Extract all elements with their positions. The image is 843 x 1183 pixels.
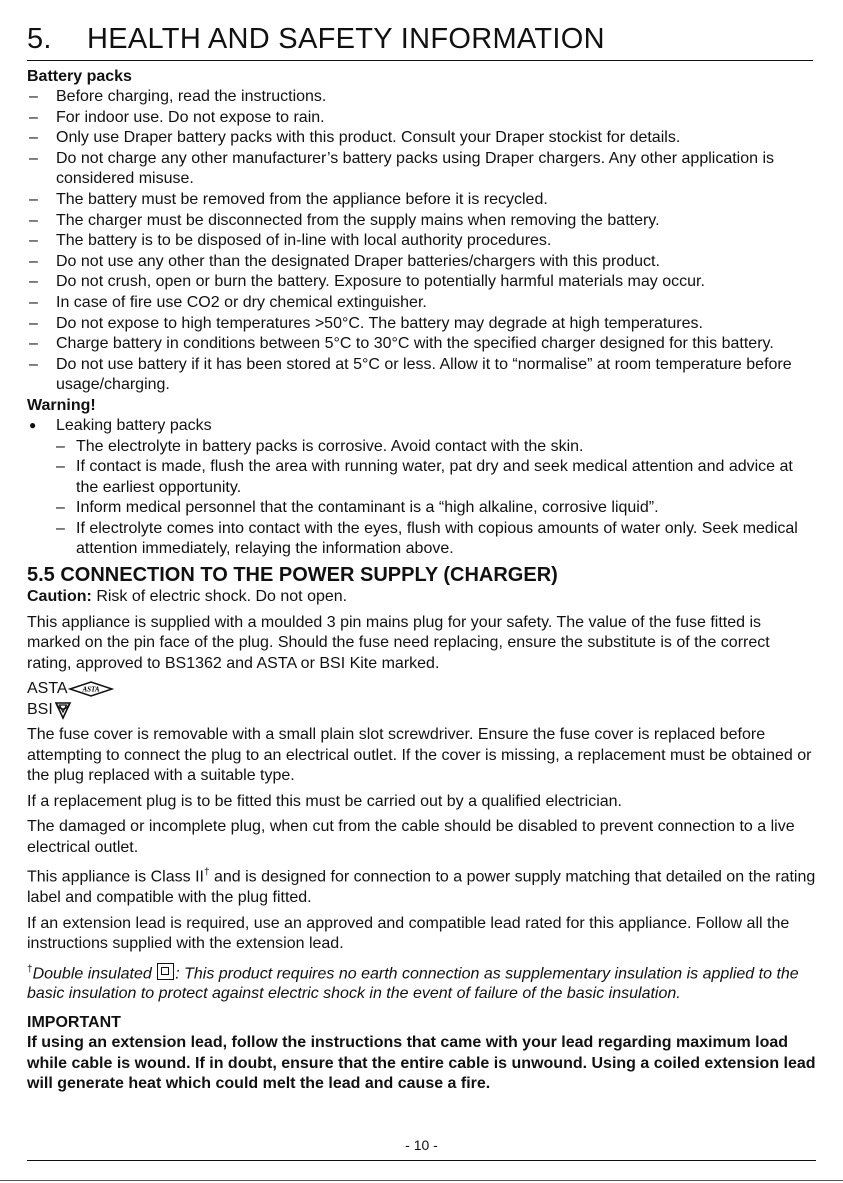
list-item: – The battery must be removed from the appliance before it is recycled. (27, 190, 817, 211)
asta-label: ASTA (27, 680, 68, 698)
double-insulated-icon (157, 963, 174, 980)
kitemark-icon (53, 700, 73, 720)
bsi-label: BSI (27, 700, 53, 718)
list-item: – Only use Draper battery packs with this product. Consult your Draper stockist for details. (27, 128, 817, 149)
list-item: – The battery is to be disposed of in-line with local authority procedures. (27, 231, 817, 252)
important-text: If using an extension lead, follow the instructions that came with your lead regarding maximum load while cable is wound. If in doubt, ensure that the entire cable is unwound. Using a coiled extension lead will generate heat which could melt the lead and cause a fire. (27, 1034, 816, 1093)
caution-label: Caution: (27, 588, 92, 606)
class-text: This appliance is Class II (27, 868, 204, 886)
list-item: – Charge battery in conditions between 5°C to 30°C with the specified charger designed for this battery. (27, 334, 817, 355)
manual-page (27, 22, 817, 1095)
section-number: 5. (27, 23, 52, 55)
asta-mark-icon (68, 681, 114, 697)
dagger-mark: † (203, 867, 210, 879)
list-item: – Do not use battery if it has been stored at 5°C or less. Allow it to “normalise” at room temperature before usage/charging. (27, 355, 817, 396)
list-item: – For indoor use. Do not expose to rain. (27, 108, 817, 129)
battery-list (27, 87, 817, 396)
battery-heading: Battery packs (27, 68, 132, 85)
double-insulated-note (27, 960, 817, 1005)
dagger-mark: † (27, 963, 33, 975)
paragraph: If an extension lead is required, use an approved and compatible lead rated for this appliance. Follow all the instructions supplied with the extension lead. (27, 914, 790, 953)
warning-sublist (27, 437, 817, 561)
note-text-rest: : This product requires no earth connection as supplementary insulation is applied to the basic insulation to protect against electric shock in the event of failure of the basic insulation. (27, 964, 799, 1003)
list-item: – Do not crush, open or burn the battery. Exposure to potentially harmful materials may occur. (27, 272, 817, 293)
paragraph: If a replacement plug is to be fitted this must be carried out by a qualified electrician. (27, 792, 622, 810)
important-heading: IMPORTANT (27, 1013, 121, 1031)
caution-line (27, 587, 817, 608)
list-item: – Do not expose to high temperatures >50°C. The battery may degrade at high temperatures. (27, 314, 817, 335)
paragraph: This appliance is supplied with a moulded 3 pin mains plug for your safety. The value of the fuse fitted is marked on the pin face of the plug. Should the fuse need replacing, ensure the substitute is of the correct rating, approved to BS1362 and ASTA or BSI Kite marked. (27, 613, 770, 672)
list-item: – If contact is made, flush the area with running water, pat dry and seek medical attention and advice at the earliest opportunity. (27, 457, 817, 498)
paragraph: The damaged or incomplete plug, when cut from the cable should be disabled to prevent connection to a live electrical outlet. (27, 818, 795, 856)
section-title: HEALTH AND SAFETY INFORMATION (87, 23, 605, 55)
asta-mark-text: ASTA (82, 685, 100, 694)
list-item: – The electrolyte in battery packs is corrosive. Avoid contact with the skin. (27, 437, 817, 458)
list-item: – Before charging, read the instructions. (27, 87, 817, 108)
class-text-rest: and is designed for connection to a power supply matching that detailed on the rating label and compatible with the plug fitted. (27, 868, 816, 907)
warning-bullet: ● Leaking battery packs (27, 416, 817, 437)
asta-line (27, 679, 817, 700)
list-item: – Do not use any other than the designated Draper batteries/chargers with this product. (27, 252, 817, 273)
title-rule (27, 60, 813, 61)
page-title (27, 22, 817, 56)
list-item: – Inform medical personnel that the contaminant is a “high alkaline, corrosive liquid”. (27, 498, 817, 519)
class-paragraph (27, 863, 817, 908)
list-item: – Do not charge any other manufacturer’s battery packs using Draper chargers. Any other application is considered misuse. (27, 149, 817, 190)
warning-heading: Warning! (27, 396, 96, 414)
bsi-line (27, 700, 817, 721)
footer-rule (27, 1160, 816, 1161)
page-number: - 10 - (405, 1137, 438, 1153)
note-text: Double insulated (32, 964, 157, 982)
list-item: – If electrolyte comes into contact with the eyes, flush with copious amounts of water only. Seek medical attention immediately, relaying the information above. (27, 519, 817, 560)
bottom-edge (0, 1180, 843, 1181)
caution-text: Risk of electric shock. Do not open. (91, 588, 348, 606)
list-item: – In case of fire use CO2 or dry chemical extinguisher. (27, 293, 817, 314)
paragraph: The fuse cover is removable with a small plain slot screwdriver. Ensure the fuse cover is replaced before attempting to connect the plug to an electrical outlet. If the cover is missing, a replacement must be obtained or the plug replaced with a suitable type. (27, 726, 812, 785)
connection-heading: 5.5 CONNECTION TO THE POWER SUPPLY (CHARGER) (27, 564, 558, 587)
warning-list (27, 416, 817, 437)
list-item: – The charger must be disconnected from the supply mains when removing the battery. (27, 211, 817, 232)
